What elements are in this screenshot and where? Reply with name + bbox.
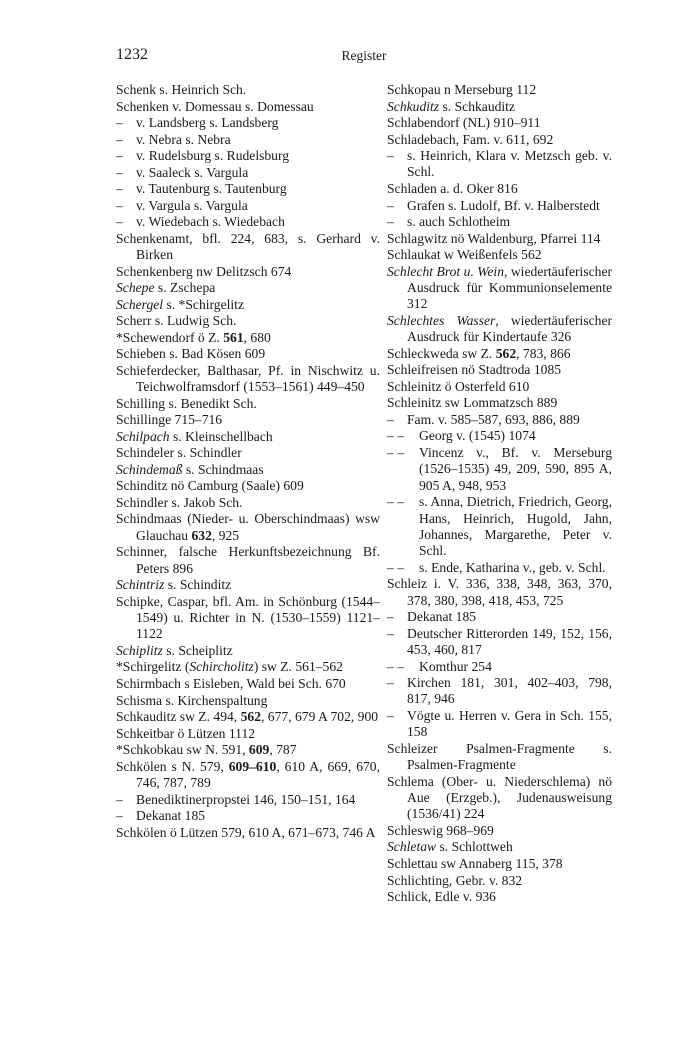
index-entry: [116, 462, 380, 478]
index-entry: [387, 873, 612, 889]
italic-term: Schindemaß: [116, 461, 183, 477]
index-entry: [116, 297, 380, 313]
entry-text: Schkölen s N. 579,: [116, 758, 229, 774]
subentry-dash: –: [116, 115, 123, 131]
page-number: 1232: [116, 46, 148, 63]
index-entry: [387, 362, 612, 378]
entry-text: Schindler s. Jakob Sch.: [116, 494, 243, 510]
italic-term: Schilpach: [116, 428, 170, 444]
entry-text: s. Anna, Dietrich, Friedrich, Georg, Hans, Heinrich, Hugold, Jahn, Johannes, Margarethe, Peter v. Schl.: [419, 494, 612, 559]
bold-page-ref: 561: [223, 329, 244, 345]
index-entry: [116, 396, 380, 412]
index-entry: [116, 313, 380, 329]
entry-text: Schirmbach s Eisleben, Wald bei Sch. 670: [116, 676, 346, 691]
entry-text: Schieben s. Bad Kösen 609: [116, 346, 266, 362]
index-column-right: [387, 82, 612, 906]
index-entry: [116, 82, 380, 98]
index-entry: [116, 264, 380, 280]
subentry-double-dash: – –: [387, 444, 404, 460]
index-subentry: [387, 214, 612, 230]
entry-text: s. Schkauditz: [439, 98, 515, 114]
subentry-dash: –: [387, 609, 394, 625]
index-subentry: [387, 675, 612, 708]
entry-text: Schenken v. Domessau s. Domessau: [116, 98, 314, 114]
entry-text: Schenkenberg nw Delitzsch 674: [116, 263, 292, 279]
entry-text: Benediktinerpropstei 146, 150–151, 164: [136, 791, 356, 807]
entry-text: Schinditz nö Camburg (Saale) 609: [116, 478, 304, 494]
running-title: Register: [341, 48, 387, 63]
entry-text: s. Schinditz: [164, 577, 232, 593]
entry-text: Schieferdecker, Balthasar, Pf. in Nischwitz u. Teichwolframsdorf (1553–1561) 449–450: [116, 362, 380, 395]
entry-text: Schkopau n Merseburg 112: [387, 82, 537, 97]
entry-text: , wiedertäuferischer Ausdruck für Kindertaufe 326: [407, 312, 613, 345]
index-column-left: [116, 82, 380, 841]
index-subentry: [387, 428, 612, 444]
entry-text: Schilling s. Benedikt Sch.: [116, 395, 257, 411]
bold-page-ref: 562: [240, 709, 261, 725]
index-entry: [387, 379, 612, 395]
index-entry: [387, 99, 612, 115]
subentry-dash: –: [387, 148, 394, 164]
entry-text: Schlabendorf (NL) 910–911: [387, 115, 541, 131]
index-subentry: [116, 792, 380, 808]
subentry-dash: –: [116, 214, 123, 230]
entry-text: Schleswig 968–969: [387, 822, 494, 838]
entry-text: v. Saaleck s. Vargula: [136, 164, 249, 180]
entry-text: Schlick, Edle v. 936: [387, 889, 496, 905]
entry-text: Schkölen ö Lützen 579, 610 A, 671–673, 746 A: [116, 824, 376, 840]
bold-page-ref: 562: [495, 345, 517, 361]
page-header: [116, 46, 612, 68]
index-subentry: [387, 626, 612, 659]
entry-text: Schenk s. Heinrich Sch.: [116, 82, 247, 97]
index-subentry: [387, 560, 612, 576]
subentry-dash: –: [387, 197, 394, 213]
entry-text: , 680: [243, 329, 271, 345]
index-entry: [116, 709, 380, 725]
entry-text: s. Schlottweh: [436, 839, 513, 855]
index-entry: [387, 576, 612, 609]
index-entry: [116, 445, 380, 461]
index-entry: [387, 247, 612, 263]
index-entry: [116, 511, 380, 544]
entry-text: Schkauditz sw Z. 494,: [116, 709, 241, 725]
index-entry: [387, 774, 612, 823]
index-subentry: [387, 148, 612, 181]
subentry-dash: –: [387, 707, 394, 723]
index-subentry: [116, 165, 380, 181]
index-entry: [387, 115, 612, 131]
entry-text: s. Kleinschellbach: [169, 428, 273, 444]
index-subentry: [387, 609, 612, 625]
index-entry: [116, 742, 380, 758]
subentry-dash: –: [116, 148, 123, 164]
subentry-double-dash: – –: [387, 559, 404, 575]
entry-text: , 610 A, 669, 670, 746, 787, 789: [136, 758, 380, 790]
index-subentry: [387, 494, 612, 559]
index-entry: [116, 594, 380, 643]
index-entry: [387, 741, 612, 774]
entry-text: s. Heinrich, Klara v. Metzsch geb. v. Schl.: [407, 148, 612, 180]
italic-term: Schircholitz: [189, 659, 254, 675]
entry-text: , 783, 866: [516, 345, 571, 361]
italic-term: Schiplitz: [116, 642, 163, 658]
index-subentry: [116, 181, 380, 197]
entry-text: *Schewendorf ö Z.: [116, 329, 224, 345]
entry-text: Schlagwitz nö Waldenburg, Pfarrei 114: [387, 230, 601, 246]
index-entry: [116, 676, 380, 692]
index-entry: [116, 346, 380, 362]
italic-term: Schlechtes Wasser: [387, 312, 496, 328]
entry-text: v. Tautenburg s. Tautenburg: [136, 181, 287, 197]
subentry-dash: –: [116, 131, 123, 147]
entry-text: Schlettau sw Annaberg 115, 378: [387, 855, 563, 871]
index-entry: [116, 693, 380, 709]
entry-text: Dekanat 185: [407, 609, 477, 625]
entry-text: Schisma s. Kirchenspaltung: [116, 692, 268, 708]
entry-text: Schlichting, Gebr. v. 832: [387, 872, 523, 888]
index-subentry: [116, 132, 380, 148]
entry-text: Schleinitz sw Lommatzsch 889: [387, 395, 558, 411]
subentry-dash: –: [116, 197, 123, 213]
index-entry: [116, 495, 380, 511]
index-entry: [116, 231, 380, 264]
entry-text: , wiedertäuferischer Ausdruck für Kommunionselemente 312: [407, 263, 613, 312]
italic-term: Schlecht Brot u. Wein: [387, 263, 504, 279]
index-subentry: [116, 115, 380, 131]
index-entry: [116, 330, 380, 346]
entry-text: , 925: [211, 527, 240, 543]
entry-text: Schleinitz ö Osterfeld 610: [387, 378, 530, 394]
index-subentry: [387, 445, 612, 494]
entry-text: Schenkenamt, bfl. 224, 683, s. Gerhard v. Birken: [116, 230, 380, 263]
index-entry: [116, 363, 380, 396]
index-entry: [116, 726, 380, 742]
bold-page-ref: 632: [191, 527, 212, 543]
entry-text: Schladebach, Fam. v. 611, 692: [387, 131, 554, 147]
index-entry: [116, 759, 380, 792]
index-entry: [116, 412, 380, 428]
index-entry: [116, 478, 380, 494]
entry-text: , 677, 679 A 702, 900: [261, 709, 379, 725]
entry-text: Komthur 254: [419, 658, 492, 674]
subentry-double-dash: – –: [387, 428, 404, 444]
index-entry: [387, 889, 612, 905]
entry-text: Scherr s. Ludwig Sch.: [116, 313, 237, 329]
entry-text: s. Ende, Katharina v., geb. v. Schl.: [419, 559, 606, 575]
index-entry: [116, 577, 380, 593]
index-entry: [116, 429, 380, 445]
entry-text: , 787: [269, 742, 297, 758]
index-subentry: [387, 198, 612, 214]
entry-text: *Schkobkau sw N. 591,: [116, 742, 249, 758]
entry-text: Deutscher Ritterorden 149, 152, 156, 453, 460, 817: [407, 625, 612, 657]
entry-text: Schinner, falsche Herkunftsbezeichnung Bf. Peters 896: [116, 544, 380, 576]
entry-text: Schillinge 715–716: [116, 412, 223, 428]
index-entry: [387, 346, 612, 362]
subentry-double-dash: – –: [387, 658, 404, 674]
entry-text: Georg v. (1545) 1074: [419, 428, 536, 444]
index-entry: [387, 839, 612, 855]
entry-text: v. Vargula s. Vargula: [136, 197, 248, 213]
bold-page-ref: 609: [248, 742, 270, 758]
index-subentry: [116, 808, 380, 824]
entry-text: Schlema (Ober- u. Niederschlema) nö Aue (Erzgeb.), Judenausweisung (1536/41) 224: [387, 773, 612, 822]
entry-text: Schlaukat w Weißenfels 562: [387, 247, 542, 263]
bold-page-ref: 609–610: [228, 758, 277, 774]
subentry-dash: –: [116, 164, 123, 180]
index-entry: [387, 395, 612, 411]
index-entry: [116, 825, 380, 841]
subentry-dash: –: [116, 791, 123, 807]
italic-term: Schletaw: [387, 839, 437, 855]
index-entry: [387, 823, 612, 839]
subentry-double-dash: – –: [387, 494, 404, 510]
entry-text: v. Wiedebach s. Wiedebach: [136, 214, 285, 230]
italic-term: Schepe: [116, 280, 155, 296]
index-entry: [387, 313, 612, 346]
entry-text: Kirchen 181, 301, 402–403, 798, 817, 946: [407, 675, 612, 707]
index-entry: [387, 82, 612, 98]
italic-term: Schintriz: [116, 577, 165, 593]
subentry-dash: –: [116, 181, 123, 197]
entry-text: Schindmaas (Nieder- u. Oberschindmaas) wsw Glauchau: [116, 511, 380, 543]
entry-text: Schleizer Psalmen-Fragmente s. Psalmen-Fragmente: [387, 740, 612, 773]
index-entry: [116, 99, 380, 115]
index-entry: [387, 181, 612, 197]
italic-term: Schkuditz: [387, 98, 440, 114]
index-subentry: [387, 412, 612, 428]
entry-text: ) sw Z. 561–562: [253, 659, 343, 675]
entry-text: Fam. v. 585–587, 693, 886, 889: [407, 411, 580, 427]
entry-text: v. Landsberg s. Landsberg: [136, 115, 279, 131]
index-subentry: [116, 214, 380, 230]
entry-text: s. Schindmaas: [182, 461, 264, 477]
index-entry: [387, 856, 612, 872]
subentry-dash: –: [387, 411, 394, 427]
subentry-dash: –: [116, 808, 123, 824]
entry-text: s. auch Schlotheim: [407, 214, 511, 230]
index-entry: [387, 231, 612, 247]
subentry-dash: –: [387, 625, 394, 641]
entry-text: s. Scheiplitz: [162, 642, 233, 658]
entry-text: Schleifreisen nö Stadtroda 1085: [387, 362, 562, 378]
entry-text: Schkeitbar ö Lützen 1112: [116, 725, 256, 741]
index-entry: [116, 659, 380, 675]
entry-text: v. Nebra s. Nebra: [136, 131, 231, 147]
index-subentry: [387, 659, 612, 675]
index-entry: [387, 132, 612, 148]
entry-text: Schleiz i. V. 336, 338, 348, 363, 370, 378, 380, 398, 418, 453, 725: [387, 576, 612, 608]
index-entry: [116, 280, 380, 296]
entry-text: v. Rudelsburg s. Rudelsburg: [136, 148, 290, 164]
entry-text: s. *Schirgelitz: [163, 296, 244, 312]
entry-text: Schladen a. d. Oker 816: [387, 181, 518, 196]
index-entry: [387, 264, 612, 313]
entry-text: Vögte u. Herren v. Gera in Sch. 155, 158: [407, 707, 612, 740]
subentry-dash: –: [387, 675, 394, 691]
index-subentry: [116, 198, 380, 214]
entry-text: Schindeler s. Schindler: [116, 445, 242, 461]
index-subentry: [387, 708, 612, 741]
entry-text: Dekanat 185: [136, 808, 206, 824]
entry-text: Grafen s. Ludolf, Bf. v. Halberstedt: [407, 197, 600, 213]
entry-text: *Schirgelitz (: [116, 659, 190, 675]
entry-text: s. Zschepa: [154, 280, 216, 296]
subentry-dash: –: [387, 214, 394, 230]
index-entry: [116, 643, 380, 659]
entry-text: Schleckweda sw Z.: [387, 345, 496, 361]
index-subentry: [116, 148, 380, 164]
entry-text: Schipke, Caspar, bfl. Am. in Schönburg (1544–1549) u. Richter in N. (1530–1559) 1121–1122: [116, 593, 380, 642]
index-entry: [116, 544, 380, 577]
italic-term: Schergel: [116, 296, 164, 312]
entry-text: Vincenz v., Bf. v. Merseburg (1526–1535) 49, 209, 590, 895 A, 905 A, 948, 953: [419, 444, 612, 493]
